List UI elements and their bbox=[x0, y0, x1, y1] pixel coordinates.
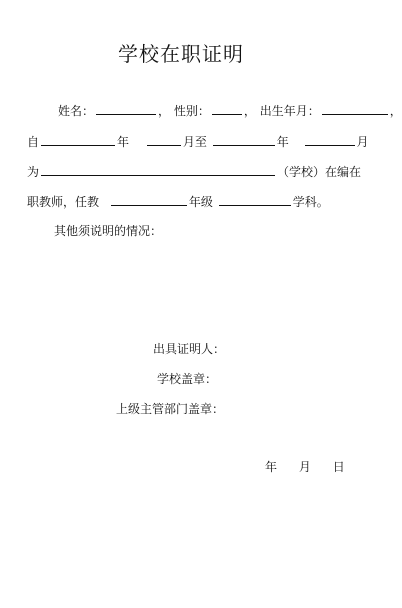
subject-blank[interactable] bbox=[219, 193, 291, 206]
date-day: 日 bbox=[332, 460, 345, 474]
row-personal-info bbox=[58, 102, 402, 119]
to-year-blank[interactable] bbox=[213, 133, 275, 146]
comma: ， bbox=[158, 104, 171, 118]
year-label-2: 年 bbox=[276, 135, 289, 149]
gender-label: 性别： bbox=[173, 104, 210, 118]
to-month-blank[interactable] bbox=[305, 133, 355, 146]
comma: ， bbox=[243, 104, 256, 118]
from-label: 自 bbox=[27, 135, 40, 149]
row-period bbox=[27, 133, 369, 150]
other-notes-label: 其他须说明的情况： bbox=[54, 224, 163, 238]
name-blank[interactable] bbox=[96, 102, 156, 115]
grade-blank[interactable] bbox=[111, 193, 187, 206]
school-seal-label: 学校盖章： bbox=[157, 372, 218, 386]
page-title: 学校在职证明 bbox=[118, 42, 244, 66]
gender-blank[interactable] bbox=[212, 102, 242, 115]
row-school bbox=[27, 163, 361, 180]
name-label: 姓名： bbox=[58, 104, 95, 118]
month-to-label: 月至 bbox=[182, 135, 207, 149]
birth-label: 出生年月： bbox=[259, 104, 320, 118]
teacher-label: 职教师，任教 bbox=[27, 195, 100, 209]
dept-seal-label: 上级主管部门盖章： bbox=[116, 402, 225, 416]
from-month-blank[interactable] bbox=[147, 133, 181, 146]
date-month: 月 bbox=[298, 460, 311, 474]
comma: ， bbox=[389, 104, 402, 118]
birth-blank[interactable] bbox=[322, 102, 388, 115]
from-year-blank[interactable] bbox=[41, 133, 115, 146]
school-suffix: （学校）在编在 bbox=[277, 165, 362, 179]
row-teaching bbox=[27, 193, 329, 210]
month-label: 月 bbox=[356, 135, 369, 149]
subject-label: 学科。 bbox=[292, 195, 329, 209]
year-label: 年 bbox=[117, 135, 130, 149]
school-blank[interactable] bbox=[41, 163, 275, 176]
date-line bbox=[265, 458, 345, 475]
date-year: 年 bbox=[265, 460, 278, 474]
for-label: 为 bbox=[27, 165, 40, 179]
issuer-label: 出具证明人： bbox=[153, 342, 226, 356]
grade-label: 年级 bbox=[188, 195, 213, 209]
